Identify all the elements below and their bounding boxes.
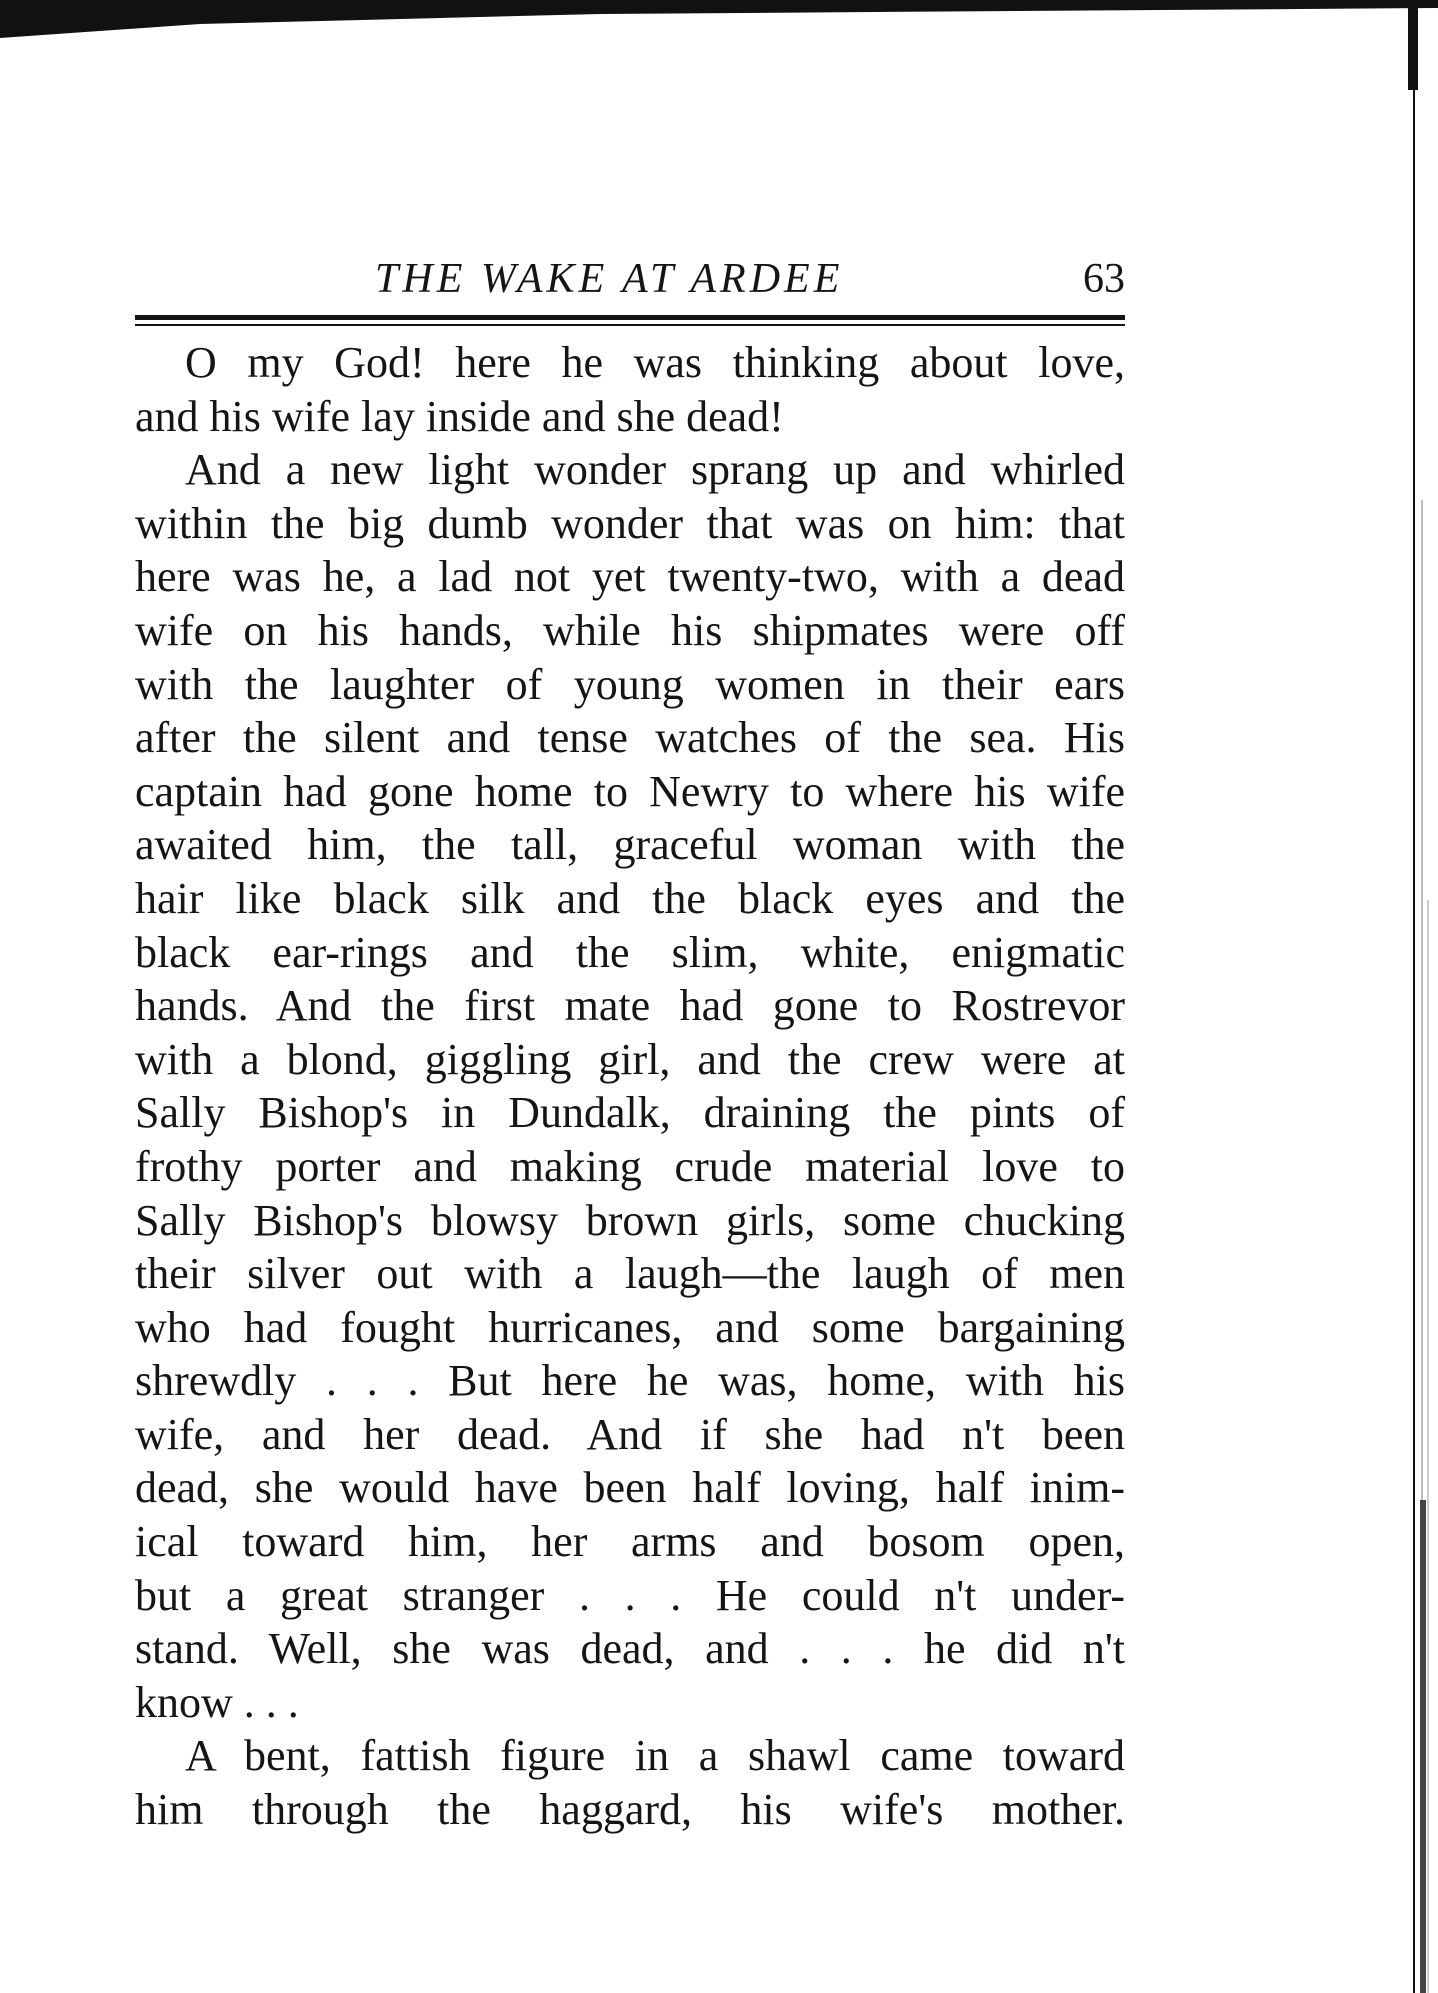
text-line: within the big dumb wonder that was on him: that <box>135 498 1125 548</box>
text-line: after the silent and tense watches of the sea. His <box>135 713 1125 763</box>
text-line: wife, and her dead. And if she had n't been <box>135 1409 1125 1459</box>
scan-right-edge <box>1408 0 1438 1993</box>
text-line: And a new light wonder sprang up and whirled <box>185 445 1125 495</box>
text-line: and his wife lay inside and she dead! <box>135 391 784 441</box>
text-line: hair like black silk and the black eyes and the <box>135 873 1125 923</box>
text-line: their silver out with a laugh—the laugh of men <box>135 1249 1125 1299</box>
header-rule-thin <box>135 324 1125 326</box>
text-line: with a blond, giggling girl, and the crew were at <box>135 1034 1125 1084</box>
text-line: shrewdly . . . But here he was, home, with his <box>135 1356 1125 1406</box>
text-line: ical toward him, her arms and bosom open, <box>135 1517 1125 1567</box>
text-line: captain had gone home to Newry to where his wife <box>135 766 1125 816</box>
text-line: dead, she would have been half loving, half inim- <box>135 1463 1125 1513</box>
text-line: know . . . <box>135 1677 299 1727</box>
text-line: stand. Well, she was dead, and . . . he did n't <box>135 1624 1125 1674</box>
text-line: but a great stranger . . . He could n't under- <box>135 1570 1125 1620</box>
running-title: THE WAKE AT ARDEE <box>375 256 844 302</box>
paragraph <box>135 443 1125 1729</box>
text-line: who had fought hurricanes, and some bargaining <box>135 1302 1125 1352</box>
text-line: with the laughter of young women in their ears <box>135 659 1125 709</box>
body-text <box>135 336 1125 1837</box>
book-page <box>135 255 1125 1837</box>
text-line: black ear-rings and the slim, white, enigmatic <box>135 927 1125 977</box>
text-line: awaited him, the tall, graceful woman with the <box>135 820 1125 870</box>
text-line: him through the haggard, his wife's mother. <box>135 1785 1125 1835</box>
paragraph <box>135 1729 1125 1836</box>
text-line: frothy porter and making crude material love to <box>135 1141 1125 1191</box>
text-line: O my God! here he was thinking about love, <box>185 338 1125 387</box>
page-number: 63 <box>1083 256 1125 302</box>
text-line: A bent, fattish figure in a shawl came toward <box>185 1731 1125 1781</box>
header-rule-thick <box>135 315 1125 320</box>
text-line: Sally Bishop's blowsy brown girls, some chucking <box>135 1195 1125 1245</box>
text-line: here was he, a lad not yet twenty-two, with a dead <box>135 552 1125 602</box>
scan-top-edge <box>0 0 1438 40</box>
text-line: Sally Bishop's in Dundalk, draining the pints of <box>135 1088 1125 1138</box>
running-head <box>135 255 1125 315</box>
text-line: wife on his hands, while his shipmates were off <box>135 605 1125 655</box>
paragraph <box>135 336 1125 443</box>
text-line: hands. And the first mate had gone to Rostrevor <box>135 981 1125 1031</box>
